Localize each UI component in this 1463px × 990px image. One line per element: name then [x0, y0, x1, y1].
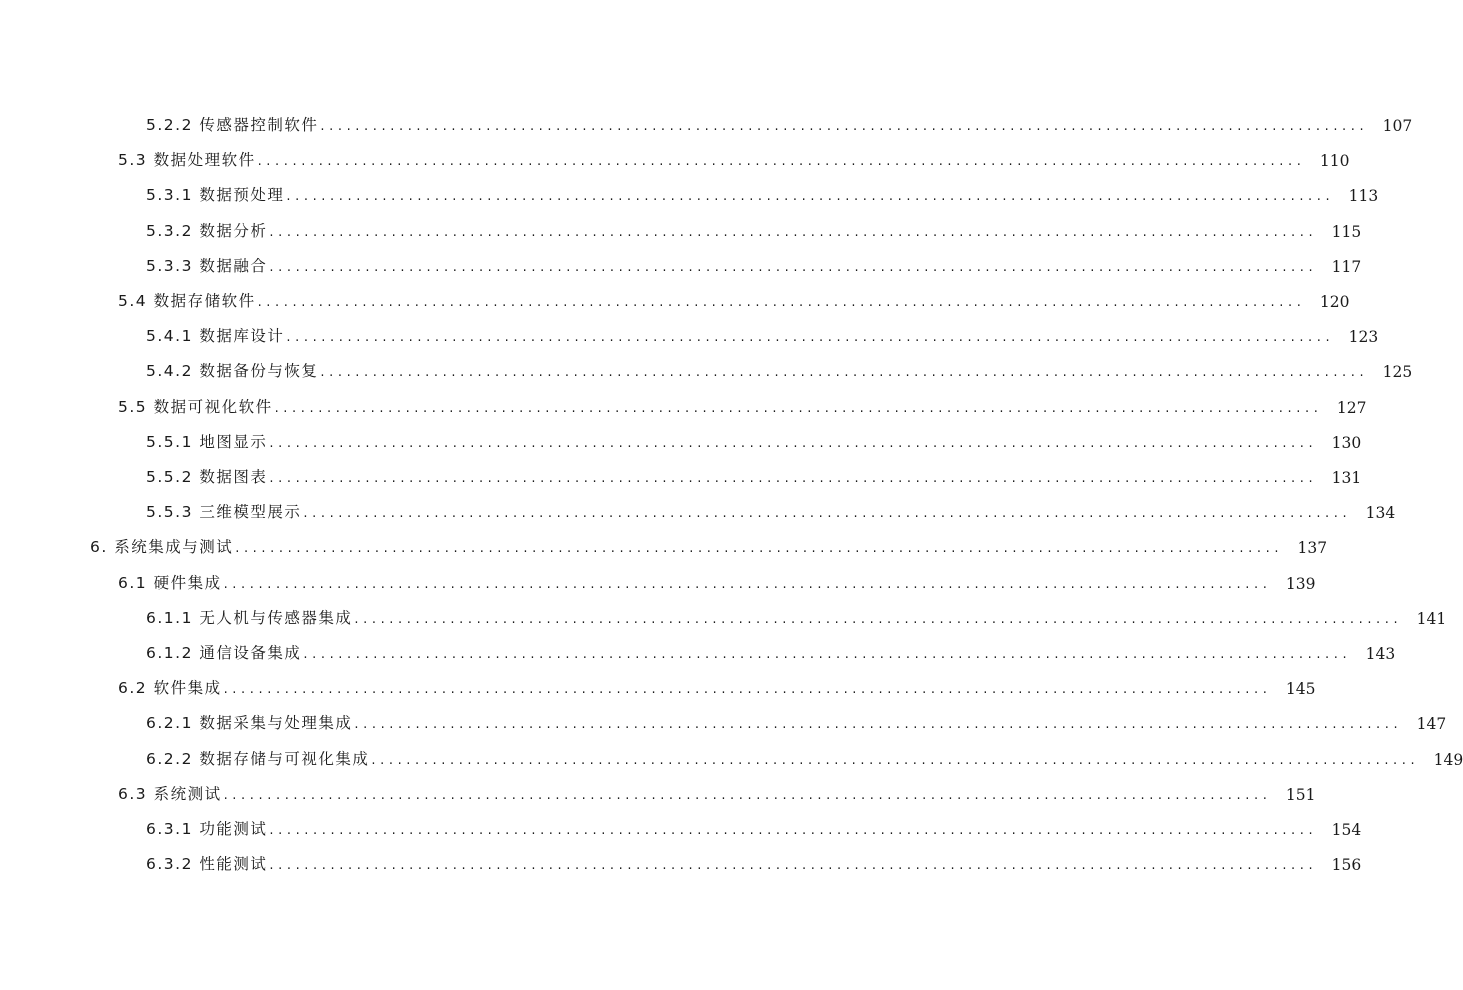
- dot-leader: ........................................................................................................................: [269, 823, 1318, 838]
- dot-leader: ........................................................................................................................: [320, 365, 1369, 381]
- dot-leader: ........................................................................................................................: [269, 435, 1318, 451]
- dot-leader: ........................................................................................................................: [269, 259, 1318, 275]
- dot-leader: ........................................................................................................................: [320, 119, 1369, 134]
- toc-entry-page-number: 141: [1416, 609, 1447, 628]
- toc-entry[interactable]: [118, 676, 1316, 699]
- toc-entry[interactable]: [146, 219, 1362, 241]
- toc-entry[interactable]: [146, 359, 1413, 382]
- dot-leader: ........................................................................................................................: [354, 611, 1403, 627]
- toc-entry-label: 6.3.1 功能测试: [146, 820, 268, 838]
- dot-leader: ........................................................................................................................: [257, 295, 1306, 310]
- dot-leader: ........................................................................................................................: [354, 717, 1403, 733]
- toc-entry-page-number: 123: [1348, 328, 1379, 347]
- toc-entry[interactable]: [118, 289, 1350, 311]
- toc-entry-page-number: 139: [1285, 574, 1316, 593]
- toc-entry-page-number: 107: [1382, 117, 1413, 135]
- toc-entry-label: 6.1.1 无人机与传感器集成: [146, 608, 353, 627]
- toc-entry-page-number: 130: [1331, 433, 1362, 452]
- toc-entry[interactable]: [146, 183, 1379, 206]
- toc-entry-label: 5.4.1 数据库设计: [146, 327, 285, 346]
- dot-leader: ........................................................................................................................: [223, 787, 1272, 803]
- toc-entry[interactable]: [146, 852, 1362, 875]
- toc-entry[interactable]: [146, 747, 1463, 769]
- toc-entry[interactable]: [146, 711, 1447, 734]
- dot-leader: ........................................................................................................................: [274, 400, 1323, 416]
- toc-entry-label: 6.1 硬件集成: [118, 573, 222, 592]
- toc-entry-page-number: 154: [1331, 821, 1362, 839]
- toc-entry[interactable]: [118, 571, 1316, 593]
- toc-entry-page-number: 120: [1319, 293, 1350, 311]
- toc-entry[interactable]: [118, 148, 1350, 171]
- toc-entry[interactable]: [146, 641, 1396, 663]
- toc-entry-page-number: 145: [1285, 680, 1316, 699]
- toc-entry-page-number: 134: [1365, 504, 1396, 523]
- toc-entry-label: 5.5 数据可视化软件: [118, 397, 273, 416]
- toc-entry-label: 6.2.2 数据存储与可视化集成: [146, 749, 370, 768]
- toc-entry[interactable]: [146, 324, 1379, 347]
- dot-leader: ........................................................................................................................: [235, 541, 1284, 557]
- toc-entry-label: 6.3 系统测试: [118, 784, 222, 803]
- toc-entry-page-number: 149: [1433, 750, 1463, 769]
- toc-entry-label: 5.5.2 数据图表: [146, 468, 268, 486]
- toc-entry-page-number: 143: [1365, 645, 1396, 663]
- dot-leader: ........................................................................................................................: [223, 682, 1272, 698]
- toc-entry[interactable]: [146, 500, 1396, 523]
- toc-entry[interactable]: [146, 465, 1362, 487]
- dot-leader: ........................................................................................................................: [257, 154, 1306, 170]
- toc-entry-label: 5.3.2 数据分析: [146, 221, 268, 240]
- toc-entry-label: 5.5.1 地图显示: [146, 432, 268, 451]
- toc-entry-page-number: 113: [1348, 187, 1379, 206]
- dot-leader: ........................................................................................................................: [269, 471, 1318, 486]
- toc-entry[interactable]: [118, 395, 1367, 417]
- dot-leader: ........................................................................................................................: [286, 189, 1335, 205]
- toc-entry[interactable]: [90, 535, 1328, 558]
- toc-entry-page-number: 115: [1331, 222, 1362, 241]
- toc-entry[interactable]: [146, 113, 1413, 135]
- dot-leader: ........................................................................................................................: [303, 506, 1352, 522]
- dot-leader: ........................................................................................................................: [223, 576, 1272, 592]
- toc-entry-label: 6. 系统集成与测试: [90, 538, 234, 557]
- toc-entry-label: 5.3 数据处理软件: [118, 151, 256, 170]
- toc-entry-page-number: 117: [1331, 257, 1362, 276]
- dot-leader: ........................................................................................................................: [303, 647, 1352, 662]
- dot-leader: ........................................................................................................................: [269, 858, 1318, 874]
- toc-entry-label: 6.1.2 通信设备集成: [146, 644, 302, 662]
- toc-entry[interactable]: [146, 254, 1362, 276]
- toc-entry-label: 5.3.1 数据预处理: [146, 186, 285, 205]
- toc-entry-label: 5.4.2 数据备份与恢复: [146, 362, 319, 381]
- toc-entry-page-number: 147: [1416, 715, 1447, 734]
- toc-entry-page-number: 131: [1331, 469, 1362, 487]
- toc-entry[interactable]: [146, 430, 1362, 452]
- toc-entry-page-number: 125: [1382, 363, 1413, 382]
- toc-entry[interactable]: [146, 817, 1362, 839]
- dot-leader: ........................................................................................................................: [286, 330, 1335, 346]
- toc-entry-label: 5.3.3 数据融合: [146, 256, 268, 275]
- toc-entry-label: 5.2.2 传感器控制软件: [146, 116, 319, 134]
- toc-entry[interactable]: [118, 782, 1316, 804]
- toc-entry-label: 6.3.2 性能测试: [146, 855, 268, 874]
- toc-entry-page-number: 156: [1331, 856, 1362, 875]
- toc-entry[interactable]: [146, 606, 1447, 628]
- toc-entry-label: 6.2.1 数据采集与处理集成: [146, 714, 353, 733]
- dot-leader: ........................................................................................................................: [371, 752, 1420, 768]
- toc-entry-label: 5.5.3 三维模型展示: [146, 503, 302, 522]
- toc-entry-page-number: 151: [1285, 785, 1316, 804]
- dot-leader: ........................................................................................................................: [269, 224, 1318, 240]
- toc-entry-label: 5.4 数据存储软件: [118, 292, 256, 310]
- toc-entry-page-number: 127: [1336, 398, 1367, 417]
- toc-entry-page-number: 110: [1319, 152, 1350, 171]
- toc-entry-label: 6.2 软件集成: [118, 679, 222, 698]
- toc-entry-page-number: 137: [1297, 539, 1328, 558]
